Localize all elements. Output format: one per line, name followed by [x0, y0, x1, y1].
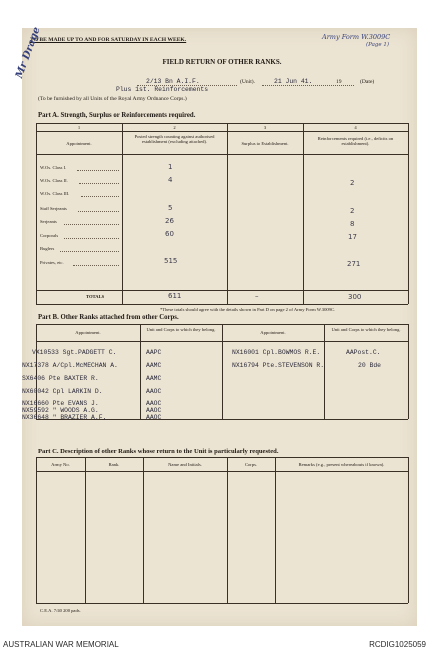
date-year: 19: [336, 79, 342, 85]
row-label-staff-serjeants: Staff Serjeants: [40, 206, 67, 211]
part-b-left-unit-4: AAOC: [146, 388, 162, 395]
posted-privates: 515: [164, 257, 178, 265]
part-b-left-appt-6: NX59592 " WOODS A.G.: [22, 407, 99, 414]
part-a-footnote: *These totals should agree with the details shown in Part D on page 2 of Army Form W.3009C.: [160, 307, 336, 312]
part-b-left-appt-5: NX16660 Pte EVANS J.: [22, 400, 99, 407]
print-note: C.E.A. 7/40 200 pads.: [40, 608, 81, 613]
row-label-buglers: Buglers: [40, 246, 55, 251]
part-b-left-unit-6: AAOC: [146, 407, 162, 414]
part-b-header-appointment-right: Appointment.: [260, 330, 286, 335]
form-number: Army Form W.3009C: [322, 33, 391, 41]
col-number-2: 2: [173, 125, 176, 130]
reinf-wo2: 2: [350, 179, 355, 187]
part-b-left-unit-5: AAOC: [146, 400, 162, 407]
reinf-privates: 271: [347, 260, 361, 268]
posted-corporals: 60: [165, 230, 174, 238]
unit-label: (Unit).: [240, 79, 256, 85]
part-c-header-rank: Rank.: [108, 462, 120, 467]
posted-totals: 611: [168, 292, 182, 300]
part-b-left-appt-2: NX17378 A/Cpl.McMECHAN A.: [22, 362, 118, 369]
part-c-header-army-no: Army No.: [51, 462, 70, 467]
surplus-totals: –: [255, 292, 259, 300]
row-label-serjeants: Serjeants: [40, 219, 57, 224]
reinforcements-note: Plus 1st. Reinforcements: [116, 86, 209, 93]
part-b-right-appt-1: NX16001 Cpl.BOWMOS R.E.: [232, 349, 321, 356]
unit-value: 2/13 Bn A.I.F.: [146, 78, 200, 85]
part-b-right-unit-1: AAPost.C.: [346, 349, 381, 356]
part-c-header-remarks: Remarks (e.g., present whereabouts if known).: [298, 462, 385, 467]
part-b-right-appt-2: NX16794 Pte.STEVENSON R.: [232, 362, 325, 369]
reinf-totals: 300: [348, 293, 362, 301]
row-label-totals: TOTALS: [86, 294, 105, 299]
posted-wo2: 4: [168, 176, 173, 184]
posted-wo1: 1: [168, 163, 173, 171]
posted-serjeants: 26: [165, 217, 174, 225]
row-label-wo3: W.Os. Class III.: [40, 191, 70, 196]
row-label-wo1: W.Os. Class I.: [40, 165, 67, 170]
page-number: (Page 1): [366, 42, 390, 48]
col-number-3: 3: [263, 125, 267, 130]
part-b-left-appt-1: VX10533 Sgt.PADGETT C.: [32, 349, 117, 356]
col-number-1: 1: [77, 125, 81, 130]
col-number-4: 4: [354, 125, 357, 130]
part-c-header-name: Name and Initials.: [168, 462, 202, 467]
part-c-header-corps: Corps.: [244, 462, 258, 467]
date-value: 21 Jun 41.: [274, 78, 313, 85]
part-b-left-appt-7: NX36648 " BRAZIER A.F.: [22, 414, 107, 421]
part-b-left-appt-3: SX6406 Pte BAXTER R.: [22, 375, 99, 382]
part-b-left-unit-1: AAPC: [146, 349, 162, 356]
col-header-surplus: Surplus to Establishment.: [241, 141, 289, 146]
part-c-title: Part C. Description of other Ranks whose return to the Unit is particularly requested.: [38, 448, 279, 455]
part-b-header-unit-right: Unit and Corps to which they belong.: [331, 327, 401, 332]
part-b-right-unit-2: 20 Bde: [358, 362, 382, 369]
date-label: (Date): [360, 79, 375, 85]
form-sheet: [14, 25, 417, 626]
part-a-title: Part A. Strength, Surplus or Reinforcements required.: [38, 112, 196, 119]
archive-footer: [0, 632, 429, 654]
furnished-note: (To be furnished by all Units of the Royal Army Ordnance Corps.): [38, 96, 187, 102]
posted-staff-serjeants: 5: [168, 204, 173, 212]
footer-archive-name: AUSTRALIAN WAR MEMORIAL: [3, 640, 119, 649]
reinf-corporals: 17: [348, 233, 357, 241]
col-header-reinforcements: Reinforcements required (i.e., deficits on establishment).: [317, 136, 394, 147]
row-label-wo2: W.Os. Class II.: [40, 178, 68, 183]
part-b-left-unit-7: AAOC: [146, 414, 162, 421]
instruction-heading: TO BE MADE UP TO AND FOR SATURDAY IN EACH WEEK.: [30, 37, 187, 43]
part-b-left-unit-3: AAMC: [146, 375, 162, 382]
form-title: FIELD RETURN OF OTHER RANKS.: [162, 58, 282, 66]
part-b-title: Part B. Other Ranks attached from other Corps.: [38, 314, 179, 321]
footer-record-id: RCDIG1025059: [369, 640, 426, 649]
part-b-header-unit-left: Unit and Corps to which they belong.: [146, 327, 216, 332]
col-header-appointment: Appointment.: [66, 141, 92, 146]
reinf-serjeants: 8: [350, 220, 355, 228]
part-b-header-appointment-left: Appointment.: [75, 330, 101, 335]
reinf-staff-serjeants: 2: [350, 207, 355, 215]
col-header-posted: Posted strength counting against authorised establishment (excluding attached).: [134, 134, 215, 145]
margin-handwriting: Mr Drage: [14, 25, 43, 80]
part-b-left-unit-2: AAMC: [146, 362, 162, 369]
row-label-privates: Privates, etc.: [40, 260, 64, 265]
row-label-corporals: Corporals: [40, 233, 59, 238]
part-b-left-appt-4: NX60042 Cpl LARKIN D.: [22, 388, 103, 395]
